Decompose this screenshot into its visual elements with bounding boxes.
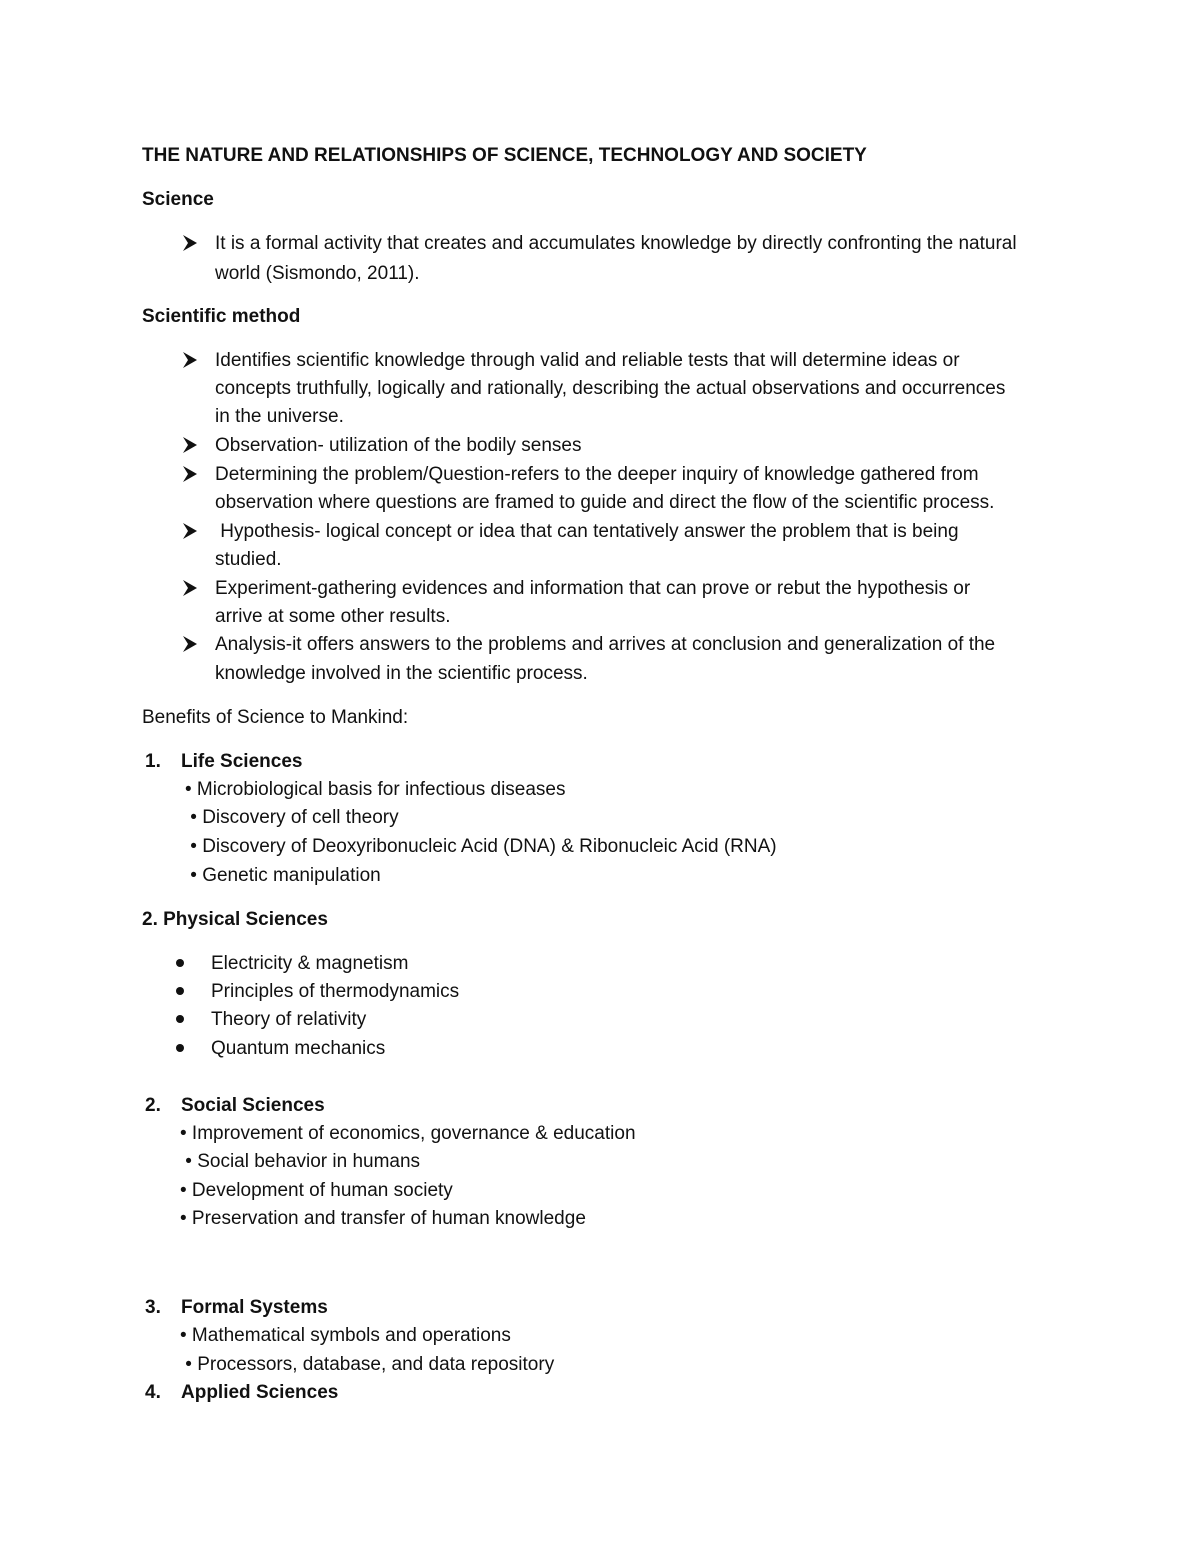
method-item-2: Observation- utilization of the bodily senses <box>215 435 582 456</box>
life-sciences-item: • Discovery of Deoxyribonucleic Acid (DNA) & Ribonucleic Acid (RNA) <box>185 836 777 857</box>
arrow-bullet-icon <box>182 435 198 457</box>
science-item-1-line-2: world (Sismondo, 2011). <box>215 263 420 284</box>
arrow-bullet-icon <box>182 634 198 656</box>
list-number: 1. <box>145 751 161 772</box>
method-item-4-line-1: Hypothesis- logical concept or idea that can tentatively answer the problem that is being <box>215 521 959 542</box>
method-item-5-line-2: arrive at some other results. <box>215 606 451 627</box>
social-sciences-item: • Development of human society <box>180 1180 453 1201</box>
physical-sciences-item: Electricity & magnetism <box>211 953 409 974</box>
physical-sciences-item: Quantum mechanics <box>211 1038 386 1059</box>
method-item-1-line-1: Identifies scientific knowledge through valid and reliable tests that will determine ideas or <box>215 350 960 371</box>
social-sciences-item: • Preservation and transfer of human knowledge <box>180 1208 586 1229</box>
science-heading: Science <box>142 189 214 210</box>
social-sciences-item: • Improvement of economics, governance & education <box>180 1123 636 1144</box>
bullet-dot-icon <box>176 1015 184 1023</box>
arrow-bullet-icon <box>182 578 198 600</box>
formal-systems-item: • Mathematical symbols and operations <box>180 1325 511 1346</box>
physical-sciences-heading: 2. Physical Sciences <box>142 909 328 930</box>
benefits-heading: Benefits of Science to Mankind: <box>142 707 409 728</box>
life-sciences-item: • Discovery of cell theory <box>185 807 399 828</box>
method-item-4-line-2: studied. <box>215 549 282 570</box>
arrow-bullet-icon <box>182 233 198 255</box>
method-item-3-line-1: Determining the problem/Question-refers to the deeper inquiry of knowledge gathered from <box>215 464 979 485</box>
method-item-1-line-2: concepts truthfully, logically and rationally, describing the actual observations and occurrences <box>215 378 1006 399</box>
life-sciences-heading: Life Sciences <box>181 751 303 772</box>
social-sciences-item: • Social behavior in humans <box>180 1151 421 1172</box>
bullet-dot-icon <box>176 987 184 995</box>
list-number: 2. <box>145 1095 161 1116</box>
physical-sciences-item: Principles of thermodynamics <box>211 981 460 1002</box>
social-sciences-heading: Social Sciences <box>181 1095 325 1116</box>
arrow-bullet-icon <box>182 350 198 372</box>
bullet-dot-icon <box>176 1044 184 1052</box>
method-item-3-line-2: observation where questions are framed to guide and direct the flow of the scientific process. <box>215 492 995 513</box>
applied-sciences-heading: Applied Sciences <box>181 1382 339 1403</box>
scientific-method-heading: Scientific method <box>142 306 301 327</box>
physical-sciences-item: Theory of relativity <box>211 1009 367 1030</box>
list-number: 4. <box>145 1382 161 1403</box>
bullet-dot-icon <box>176 959 184 967</box>
method-item-5-line-1: Experiment-gathering evidences and information that can prove or rebut the hypothesis or <box>215 578 971 599</box>
life-sciences-item: • Microbiological basis for infectious diseases <box>185 779 566 800</box>
document-title: THE NATURE AND RELATIONSHIPS OF SCIENCE, TECHNOLOGY AND SOCIETY <box>142 145 867 166</box>
formal-systems-item: • Processors, database, and data repository <box>180 1354 555 1375</box>
method-item-6-line-2: knowledge involved in the scientific process. <box>215 663 588 684</box>
method-item-1-line-3: in the universe. <box>215 406 344 427</box>
life-sciences-item: • Genetic manipulation <box>185 865 381 886</box>
arrow-bullet-icon <box>182 464 198 486</box>
method-item-6-line-1: Analysis-it offers answers to the problems and arrives at conclusion and generalization of the <box>215 634 996 655</box>
list-number: 3. <box>145 1297 161 1318</box>
arrow-bullet-icon <box>182 521 198 543</box>
formal-systems-heading: Formal Systems <box>181 1297 328 1318</box>
science-item-1-line-1: It is a formal activity that creates and accumulates knowledge by directly confronting the natural <box>215 233 1017 254</box>
